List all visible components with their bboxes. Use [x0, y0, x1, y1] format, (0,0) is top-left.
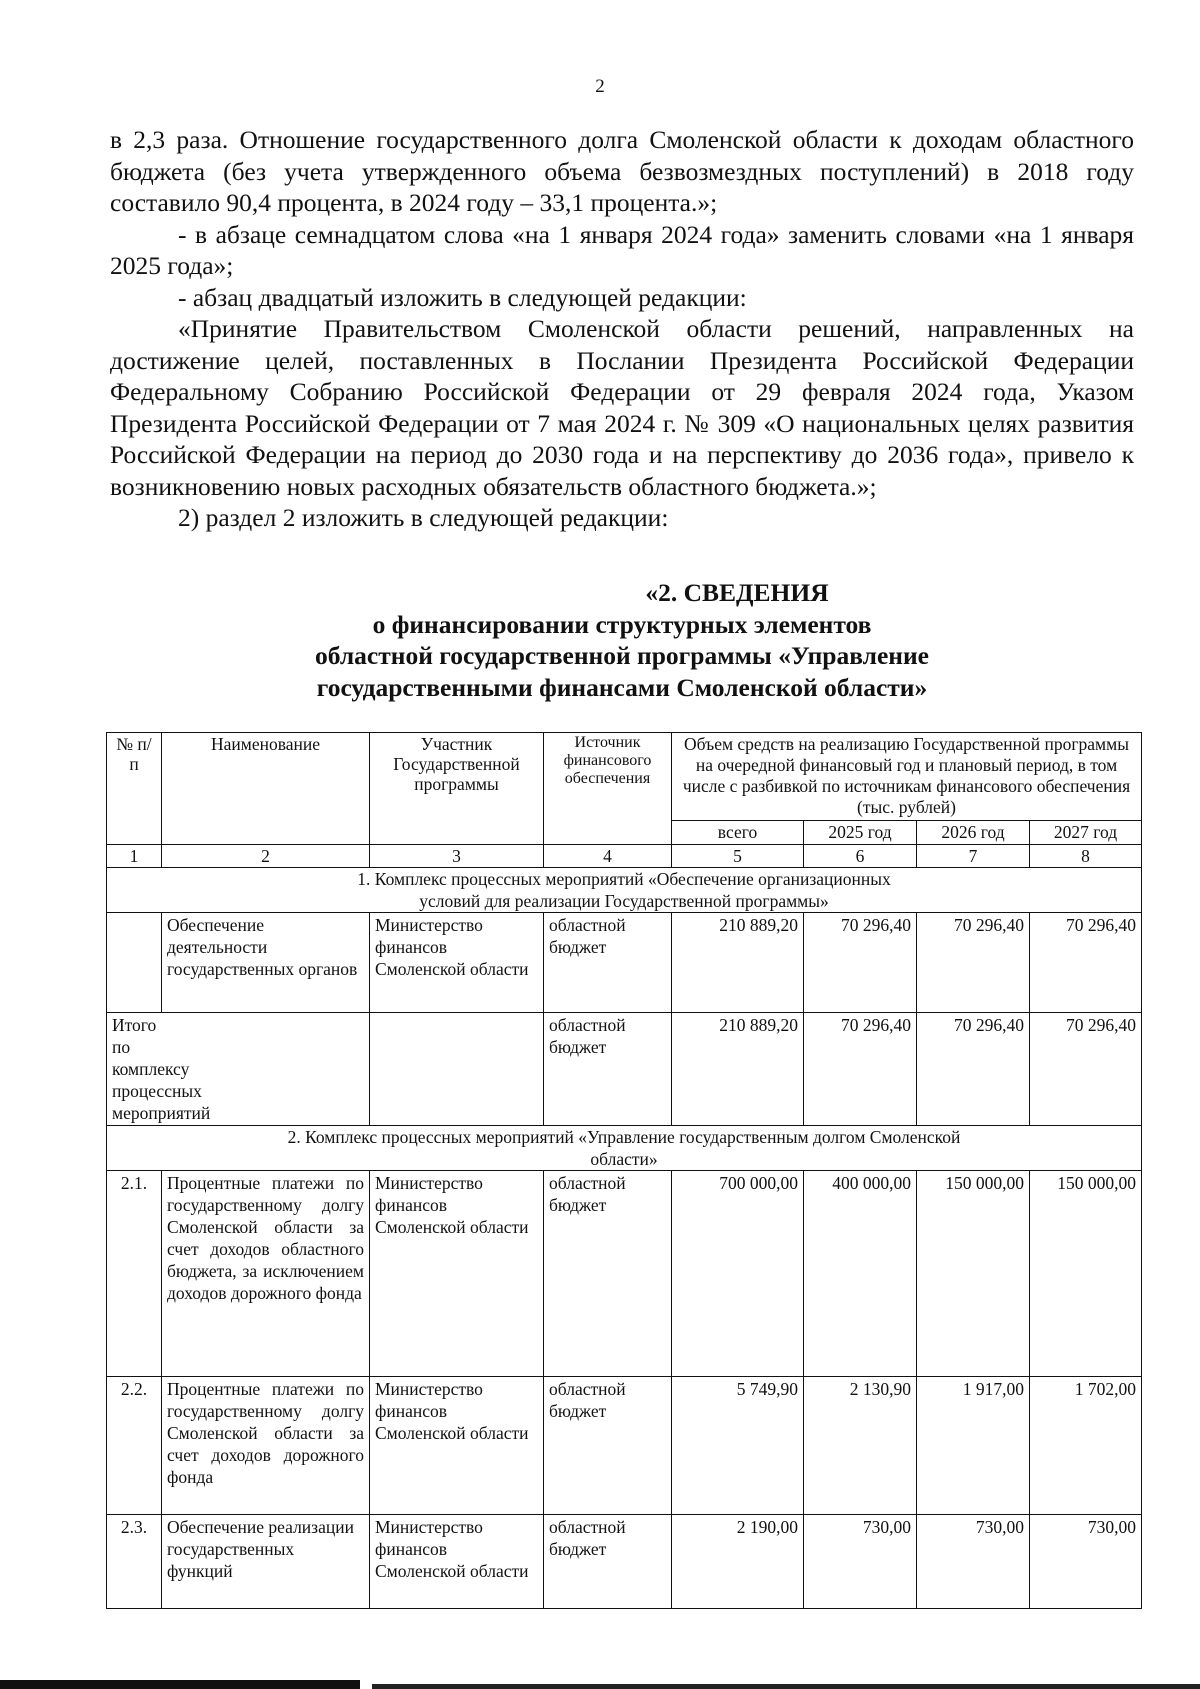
row-total: 210 889,20 [672, 913, 804, 1013]
section-title: 1. Комплекс процессных мероприятий «Обеспечение организационных условий для реализации Государственной программы» [107, 868, 1142, 913]
row-participant: Министерство финансов Смоленской области [370, 1515, 544, 1609]
column-number: 2 [162, 845, 370, 868]
scan-edge [0, 1680, 360, 1689]
scan-edge [372, 1684, 1200, 1689]
table-row [107, 1515, 1142, 1609]
row-2025: 2 130,90 [804, 1377, 917, 1515]
document-body [110, 124, 1134, 534]
row-2027: 730,00 [1030, 1515, 1142, 1609]
row-total: 700 000,00 [672, 1171, 804, 1377]
row-name: Процентные платежи по государственному долгу Смоленской области за счет доходов областного бюджета, за исключением доходов дорожного фонда [162, 1171, 370, 1377]
row-num: 2.3. [107, 1515, 162, 1609]
heading-line: государственными финансами Смоленской области» [316, 672, 928, 702]
row-total: 5 749,90 [672, 1377, 804, 1515]
paragraph: «Принятие Правительством Смоленской области решений, направленных на достижение целей, поставленных в Послании Президента Российской Федерации Федеральному Собранию Российской Федерации от 29 февраля 2024 года, Указом Президента Российской Федерации от 7 мая 2024 г. № 309 «О национальных целях развития Российской Федерации на период до 2030 года и на перспективу до 2036 года», привело к возникновению новых расходных обязательств областного бюджета.»; [110, 314, 1134, 501]
header-num: № п/п [107, 733, 162, 845]
row-2026: 730,00 [917, 1515, 1030, 1609]
header-name: Наименование [162, 733, 370, 845]
row-source: областной бюджет [544, 1515, 672, 1609]
row-2026: 150 000,00 [917, 1171, 1030, 1377]
subtotal-2026: 70 296,40 [917, 1013, 1030, 1126]
header-2026: 2026 год [917, 821, 1030, 845]
header-2027: 2027 год [1030, 821, 1142, 845]
row-2027: 1 702,00 [1030, 1377, 1142, 1515]
subtotal-source: областной бюджет [544, 1013, 672, 1126]
header-total: всего [672, 821, 804, 845]
paragraph: 2) раздел 2 изложить в следующей редакции: [178, 503, 669, 532]
row-participant: Министерство финансов Смоленской области [370, 913, 544, 1013]
row-name: Обеспечение реализации государственных функций [162, 1515, 370, 1609]
row-2025: 400 000,00 [804, 1171, 917, 1377]
header-source: Источник финансового обеспечения [544, 733, 672, 845]
row-2025: 730,00 [804, 1515, 917, 1609]
heading-line: областной государственной программы «Управление [315, 641, 929, 670]
column-number: 1 [107, 845, 162, 868]
row-2026: 1 917,00 [917, 1377, 1030, 1515]
paragraph: в 2,3 раза. Отношение государственного долга Смоленской области к доходам областного бюджета (без учета утвержденного объема безвозмездных поступлений) в 2018 году составило 90,4 процента, в 2024 году – 33,1 процента.»; [110, 125, 1134, 217]
row-name: Процентные платежи по государственному долгу Смоленской области за счет доходов дорожного фонда [162, 1377, 370, 1515]
row-participant: Министерство финансов Смоленской области [370, 1377, 544, 1515]
row-num: 2.1. [107, 1171, 162, 1377]
row-total: 2 190,00 [672, 1515, 804, 1609]
header-volume: Объем средств на реализацию Государственной программы на очередной финансовый год и плановый период, в том числе с разбивкой по источникам финансового обеспечения (тыс. рублей) [672, 733, 1142, 821]
header-participant: Участник Государственной программы [370, 733, 544, 845]
heading-line: о финансировании структурных элементов [372, 609, 872, 639]
financing-table [106, 732, 1142, 1609]
row-2027: 70 296,40 [1030, 913, 1142, 1013]
paragraph: - абзац двадцатый изложить в следующей редакции: [178, 282, 747, 312]
heading-line: «2. СВЕДЕНИЯ [645, 578, 829, 607]
column-number: 5 [672, 845, 804, 868]
column-number: 3 [370, 845, 544, 868]
header-2025: 2025 год [804, 821, 917, 845]
row-participant: Министерство финансов Смоленской области [370, 1171, 544, 1377]
subtotal-label: Итого по комплексу процессных мероприятий [107, 1013, 370, 1126]
row-2026: 70 296,40 [917, 913, 1030, 1013]
subtotal-2027: 70 296,40 [1030, 1013, 1142, 1126]
section-heading [110, 577, 1134, 703]
table-row [107, 913, 1142, 1013]
paragraph: - в абзаце семнадцатом слова «на 1 января 2024 года» заменить словами «на 1 января 2025 года»; [110, 219, 1134, 280]
subtotal-2025: 70 296,40 [804, 1013, 917, 1126]
row-source: областной бюджет [544, 913, 672, 1013]
row-num [107, 913, 162, 1013]
table-row [107, 1171, 1142, 1377]
page-number: 2 [595, 76, 605, 97]
section-title: 2. Комплекс процессных мероприятий «Управление государственным долгом Смоленской области» [107, 1126, 1142, 1171]
column-number: 8 [1030, 845, 1142, 868]
subtotal-total: 210 889,20 [672, 1013, 804, 1126]
row-name: Обеспечение деятельности государственных органов [162, 913, 370, 1013]
row-2025: 70 296,40 [804, 913, 917, 1013]
column-number: 7 [917, 845, 1030, 868]
subtotal-row [107, 1013, 1142, 1126]
subtotal-participant [370, 1013, 544, 1126]
table-row [107, 1377, 1142, 1515]
row-source: областной бюджет [544, 1377, 672, 1515]
row-num: 2.2. [107, 1377, 162, 1515]
row-2027: 150 000,00 [1030, 1171, 1142, 1377]
column-number: 6 [804, 845, 917, 868]
row-source: областной бюджет [544, 1171, 672, 1377]
column-number: 4 [544, 845, 672, 868]
